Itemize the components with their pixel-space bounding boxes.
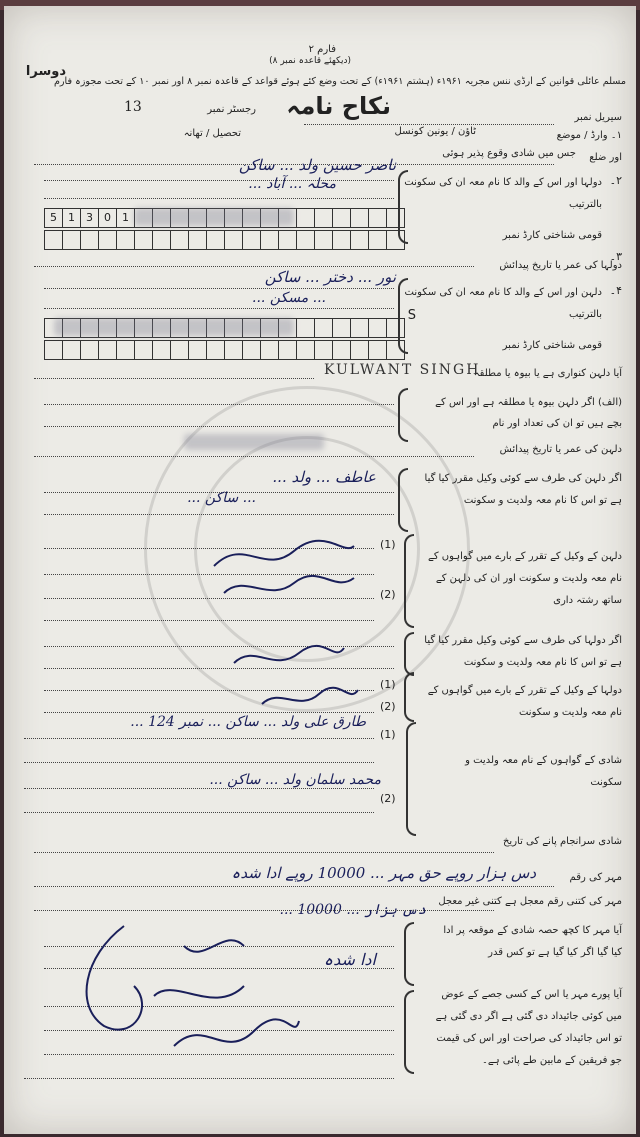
field-5a-brace xyxy=(398,388,408,442)
groom-name: ناصر حسین ولد ... ساکن xyxy=(238,156,396,174)
redacted-cnic xyxy=(54,318,294,336)
place-label: جس میں شادی وقوع پذیر ہوئی xyxy=(442,148,576,159)
bride-cnic-grid-2 xyxy=(44,340,405,360)
mehr-paid: ادا شدہ xyxy=(323,950,376,969)
witness-marker-1: (1) xyxy=(380,678,396,691)
field-11-brace xyxy=(406,722,416,836)
field-16-line-4 xyxy=(24,1078,394,1079)
field-11-label: شادی کے گواہوں کے نام معہ ولدیت و سکونت xyxy=(465,755,622,788)
signature-4 xyxy=(254,682,364,718)
field-16-brace xyxy=(404,990,414,1074)
s-marker: S xyxy=(407,308,416,323)
redacted-text xyxy=(184,434,324,450)
field-2-line-2 xyxy=(44,198,394,199)
field-6-line xyxy=(34,456,474,457)
field-10-brace xyxy=(404,672,414,722)
field-4-line-1 xyxy=(44,288,394,289)
field-10-label: دولہا کے وکیل کے تقرر کے بارے میں گواہوں کے نام معہ ولدیت و سکونت xyxy=(427,685,622,718)
field-7-brace xyxy=(398,468,408,532)
field-12-label: شادی سرانجام پانے کی تاریخ xyxy=(502,836,622,847)
field-2-label: دولہا اور اس کے والد کا نام معہ ان کی سکونت بالترتیب xyxy=(404,177,602,210)
page-title: نکاح نامہ xyxy=(286,92,391,120)
witness-marker-1: (1) xyxy=(380,728,396,741)
field-5-label: آیا دلہن کنواری ہے یا بیوہ یا مطلقہ xyxy=(473,368,622,379)
field-4-label: دلہن اور اس کے والد کا نام معہ ان کی سکونت بالترتیب xyxy=(404,287,602,320)
field-7-line-2 xyxy=(44,514,394,515)
field-6-label: دلہن کی عمر یا تاریخ پیدائش xyxy=(499,444,622,455)
field-4-line-2 xyxy=(44,308,394,309)
marriage-witness-2: محمد سلمان ولد ... ساکن ... xyxy=(209,772,381,788)
field-8-line-4 xyxy=(44,620,374,621)
field-3-line xyxy=(34,266,474,267)
field-3-number: ۳۔ xyxy=(609,250,622,263)
bride-vakil-address: ... ساکن ... xyxy=(187,490,256,506)
redacted-cnic xyxy=(134,208,294,226)
field-13-label: مہر کی رقم xyxy=(569,872,622,883)
corner-label: دوسرا xyxy=(25,64,66,79)
field-5a-label: (الف) اگر دلہن بیوہ یا مطلقہ ہے اور اس کے بچے ہیں تو ان کی تعداد اور نام xyxy=(435,397,622,429)
signature-3 xyxy=(224,638,354,678)
marriage-witness-1: طارق علی ولد ... ساکن ... نمبر 124 ... xyxy=(130,714,366,730)
witness-marker-1: (1) xyxy=(380,538,396,551)
field-8-label: دلہن کے وکیل کے تقرر کے بارے میں گواہوں کے نام معہ ولدیت و سکونت اور ان کی دلہن کے ساتھ رشتہ داری xyxy=(427,551,622,606)
field-9-label: اگر دولہا کی طرف سے کوئی وکیل مقرر کیا گیا ہے تو اس کا نام معہ ولدیت و سکونت xyxy=(424,635,622,668)
bride-address: ... مسکن ... xyxy=(252,290,326,306)
form-reference-sub: (دیکھئے قاعدہ نمبر ۸) xyxy=(269,56,351,66)
field-4-cnic-label: قومی شناختی کارڈ نمبر xyxy=(502,340,602,351)
field-15-label: آیا مہر کا کچھ حصہ شادی کے موقعہ پر ادا کیا گیا اگر کیا گیا ہے تو کس قدر xyxy=(443,925,622,958)
signature-2 xyxy=(214,568,364,608)
field-9-brace xyxy=(404,632,414,676)
field-3-label: دولہا کی عمر یا تاریخ پیدائش xyxy=(499,260,622,271)
serial-label: سیریل نمبر xyxy=(574,112,622,123)
tehsil-label: تحصیل / تھانہ xyxy=(183,128,241,139)
field-2-cnic-label: قومی شناختی کارڈ نمبر xyxy=(502,230,602,241)
groom-address: محلہ ... آباد ... xyxy=(248,176,336,192)
cnic-digit: 0 xyxy=(99,209,117,227)
cnic-digit: 1 xyxy=(63,209,81,227)
field-11-line-4 xyxy=(24,812,374,813)
district-label: اور ضلع xyxy=(589,152,622,163)
bride-vakil-name: عاطف ... ولد ... xyxy=(272,468,376,486)
field-2-number: ۲۔ xyxy=(609,174,622,187)
field-11-line-2 xyxy=(24,762,374,763)
register-number: 13 xyxy=(124,99,142,115)
serial-line xyxy=(304,124,554,125)
field-4-number: ۴۔ xyxy=(609,284,622,297)
field-11-line-1 xyxy=(24,738,374,739)
field-15-brace xyxy=(404,922,414,986)
field-5a-line-2 xyxy=(44,426,394,427)
register-label: رجسٹر نمبر xyxy=(207,104,256,115)
field-5a-line-1 xyxy=(44,404,394,405)
nikah-nama-form xyxy=(4,6,636,1134)
witness-marker-2: (2) xyxy=(380,792,396,805)
ward-label: ۱۔ وارڈ / موضع xyxy=(556,130,622,141)
ordinance-text: مسلم عائلی قوانین کے آرڈی ننس مجریہ ۱۹۶۱ء (ہشتم ۱۹۶۱ء) کے تحت وضع کئے ہوئے قواعد کے قاعدہ نمبر ۸ اور نمبر ۱۰ کے تحت مجوزہ فارم xyxy=(53,76,626,87)
field-2-line-1 xyxy=(44,180,394,181)
field-14-label: مہر کی کتنی رقم معجل ہے کتنی غیر معجل xyxy=(438,896,622,907)
field-13-line xyxy=(34,886,554,887)
witness-marker-2: (2) xyxy=(380,588,396,601)
mehr-amount: دس ہزار روپے حق مہر ... 10000 روپے ادا شدہ xyxy=(231,864,536,882)
field-5-line xyxy=(34,378,314,379)
mehr-split: دس ہزار ... 10000 ... xyxy=(279,902,426,918)
union-council-label: ٹاؤن / یونین کونسل xyxy=(394,126,476,137)
signature-6 xyxy=(164,1006,304,1066)
field-8-brace xyxy=(404,534,414,628)
witness-marker-2: (2) xyxy=(380,700,396,713)
cnic-digit: 3 xyxy=(81,209,99,227)
field-12-line xyxy=(34,852,494,853)
field-11-line-3 xyxy=(24,788,374,789)
bride-name: نور ... دختر ... ساکن xyxy=(264,268,396,286)
stamp-text: KULWANT SINGH xyxy=(324,362,481,378)
form-reference: فارم ۲ xyxy=(308,44,336,55)
cnic-digit: 1 xyxy=(117,209,135,227)
cnic-digit: 5 xyxy=(45,209,63,227)
field-16-label: آیا پورے مہر یا اس کے کسی جصے کے عوض میں کوئی جائیداد دی گئی ہے اگر دی گئی ہے تو اس جائیداد کی صراحت اور اس کی قیمت جو فریقین کے مابین طے پائی ہے۔ xyxy=(435,989,622,1066)
groom-cnic-grid-2 xyxy=(44,230,405,250)
field-7-label: اگر دلہن کی طرف سے کوئی وکیل مقرر کیا گیا ہے تو اس کا نام معہ ولدیت و سکونت xyxy=(424,473,622,506)
